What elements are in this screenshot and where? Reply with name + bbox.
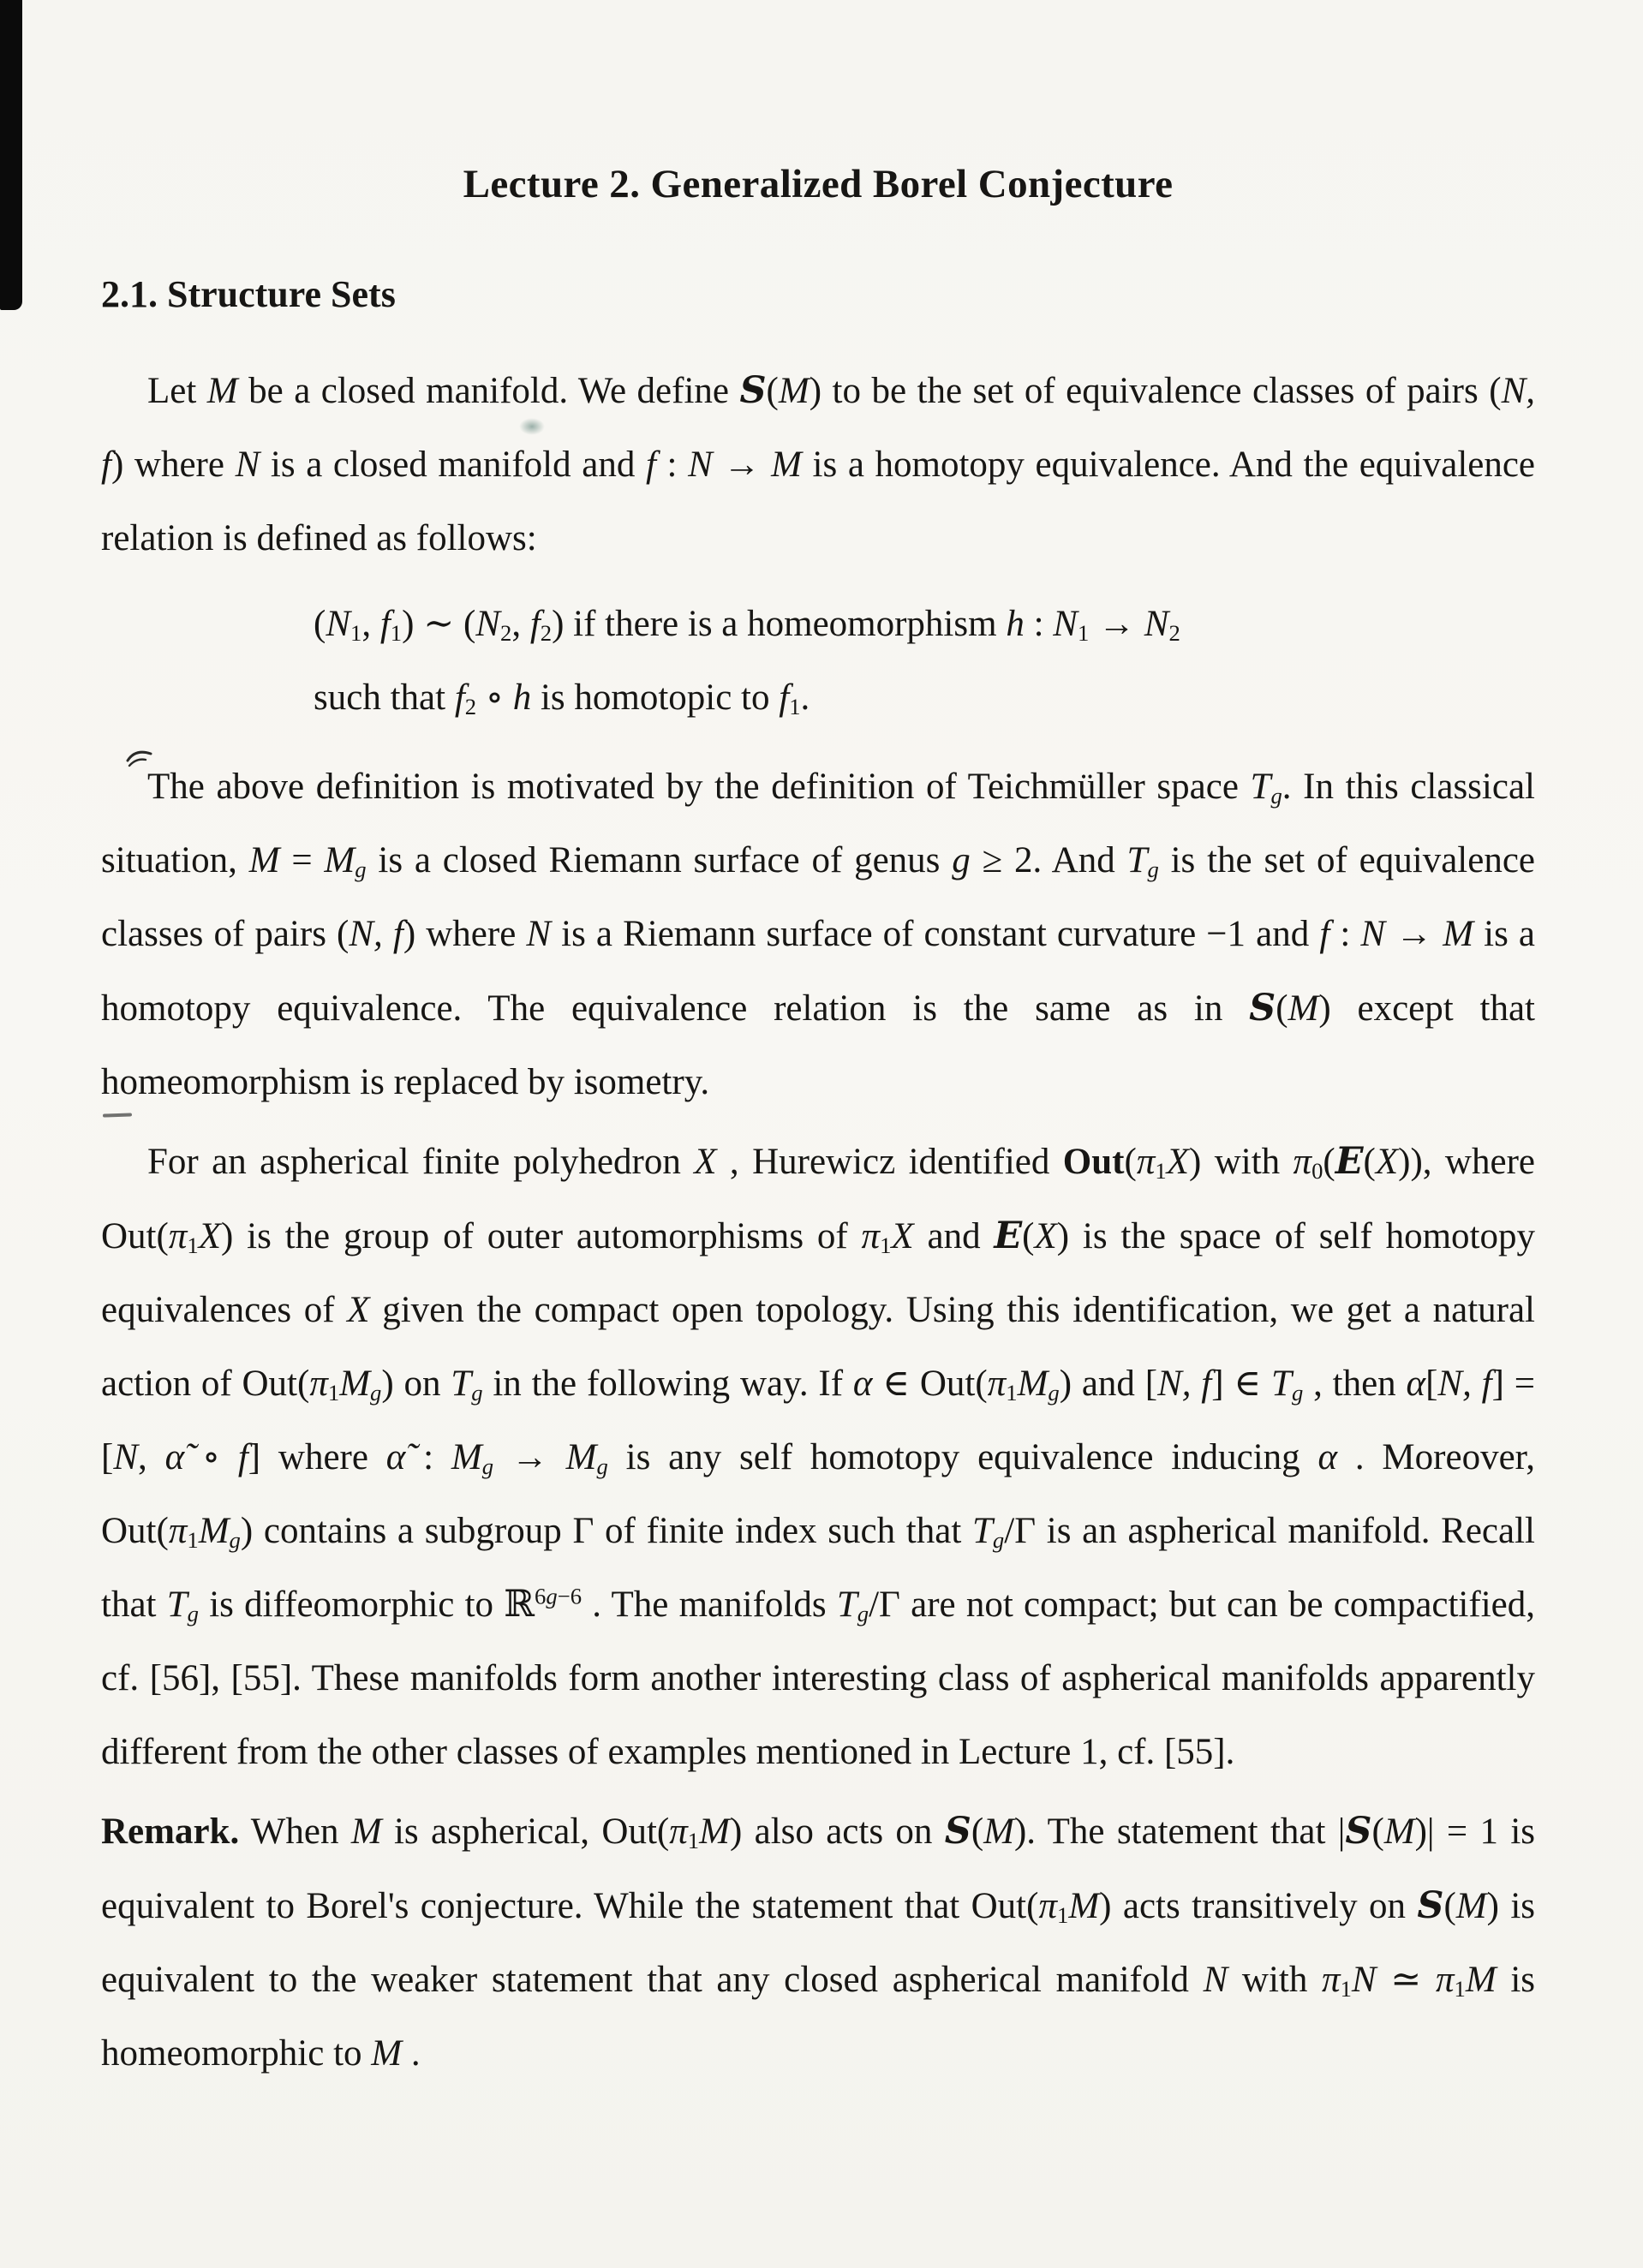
paragraph-remark: Remark. When M is aspherical, Out(π1M) also acts on S(M). The statement that |S(M)| = 1 is equivalent to Borel's conjecture. While the statement that Out(π1M) acts transitively on S(M) is equivalent to the weaker statement that any closed aspherical manifold N with π1N ≃ π1M is homeomorphic to M . <box>101 1810 1536 2074</box>
page-title: Lecture 2. Generalized Borel Conjecture <box>463 162 1174 206</box>
section-heading: 2.1. Structure Sets <box>101 273 396 315</box>
paragraph-teichmuller-space: The above definition is motivated by the definition of Teichmüller space Tg. In this classical situation, M = Mg is a closed Riemann surface of genus g ≥ 2. And Tg is the set of equivalence classes of pairs (N, f) where N is a Riemann surface of constant curvature −1 and f : N → M is a homotopy equivalence. The equivalence relation is the same as in S(M) except that homeomorphism is replaced by isometry. <box>101 767 1536 1102</box>
equation-block <box>314 588 1535 735</box>
paragraph-out-action: For an aspherical finite polyhedron X , Hurewicz identified Out(π1X) with π0(E(X)), where Out(π1X) is the group of outer automorphisms of π1X and E(X) is the space of self homotopy equivalences of X given the compact open topology. Using this identification, we get a natural action of Out(π1Mg) on Tg in the following way. If α ∈ Out(π1Mg) and [N, f] ∈ Tg , then α[N, f] = [N, α̃ ∘ f] where α̃ : Mg → Mg is any self homotopy equivalence inducing α . Moreover, Out(π1Mg) contains a subgroup Γ of finite index such that Tg/Γ is an aspherical manifold. Recall that Tg is diffeomorphic to ℝ$^{6g-6}$ . The manifolds Tg/Γ are not compact; but can be compactified, cf. [56], [55]. These manifolds form another interesting class of aspherical manifolds apparently different from the other classes of examples mentioned in Lecture 1, cf. [55]. <box>101 1140 1536 1772</box>
equation-line-1: (N1, f1) ∼ (N2, f2) if there is a homeomorphism h : N1 → N2 <box>314 604 1180 646</box>
page-content <box>101 161 1535 2091</box>
scan-artifact-left-bar <box>0 0 22 310</box>
equation-line-2: such that f2 ∘ h is homotopic to f1. <box>314 677 810 719</box>
paragraph-structure-sets-intro: Let M be a closed manifold. We define S(M) to be the set of equivalence classes of pairs (N, f) where N is a closed manifold and f : N → M is a homotopy equivalence. And the equivalence relation is defined as follows: <box>101 369 1536 558</box>
